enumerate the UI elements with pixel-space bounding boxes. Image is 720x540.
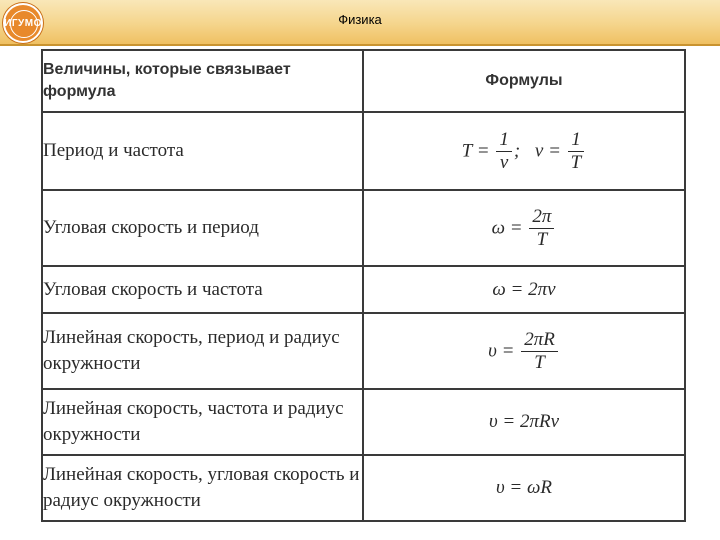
fraction-denominator: T xyxy=(570,151,582,173)
row-formula: υ = ωR xyxy=(363,455,685,521)
header-bar xyxy=(0,0,720,44)
table-row xyxy=(42,190,685,266)
header-divider xyxy=(0,44,720,46)
fraction-denominator: T xyxy=(534,351,545,373)
row-quantities: Линейная скорость, период и радиус окружности xyxy=(42,313,363,389)
header-quantities: Величины, которые связывает формула xyxy=(42,50,363,112)
fraction-numerator: 2π xyxy=(529,206,554,229)
formula-separator: ; xyxy=(513,140,521,161)
table-row xyxy=(42,455,685,521)
formula-lhs: υ = xyxy=(488,340,515,361)
row-formula xyxy=(363,190,685,266)
fraction-numerator: 2πR xyxy=(521,329,558,352)
fraction-denominator: ν xyxy=(499,151,509,173)
logo-text: ИГУМО xyxy=(4,17,42,29)
row-formula: ω = 2πν xyxy=(363,266,685,313)
table-row xyxy=(42,266,685,313)
formula-fraction xyxy=(521,329,558,374)
page-title: Физика xyxy=(338,12,382,27)
row-quantities: Угловая скорость и период xyxy=(42,190,363,266)
row-quantities: Период и частота xyxy=(42,112,363,190)
table-row xyxy=(42,313,685,389)
formulas-table xyxy=(41,49,686,522)
fraction-numerator: 1 xyxy=(568,129,584,152)
formula-lhs: ν = xyxy=(534,140,561,161)
row-quantities: Угловая скорость и частота xyxy=(42,266,363,313)
formula-fraction xyxy=(568,129,585,174)
formula-lhs: ω = xyxy=(491,217,523,238)
formula-fraction xyxy=(496,129,512,174)
table-row xyxy=(42,389,685,455)
row-quantities: Линейная скорость, угловая скорость и радиус окружности xyxy=(42,455,363,521)
table-header-row xyxy=(42,50,685,112)
table-row xyxy=(42,112,685,190)
fraction-denominator: T xyxy=(536,228,548,250)
row-formula xyxy=(363,313,685,389)
row-formula: υ = 2πRν xyxy=(363,389,685,455)
formula-lhs: T = xyxy=(461,140,490,161)
fraction-numerator: 1 xyxy=(496,129,512,152)
header-formulas: Формулы xyxy=(363,50,685,112)
row-formula xyxy=(363,112,685,190)
formula-fraction xyxy=(529,206,554,251)
row-quantities: Линейная скорость, частота и радиус окружности xyxy=(42,389,363,455)
